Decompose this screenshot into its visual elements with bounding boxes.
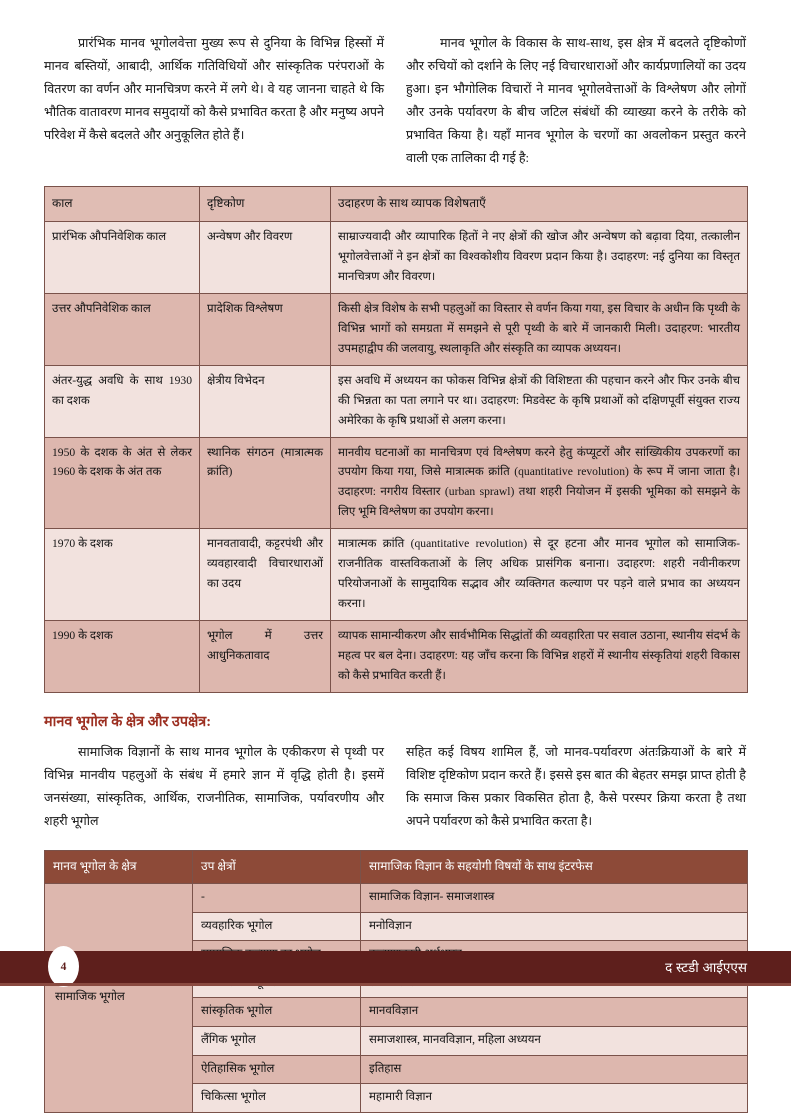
table-header-row: [45, 187, 748, 222]
cell-features: साम्राज्यवादी और व्यापारिक हितों ने नए क्षेत्रों की खोज और अन्वेषण को बढ़ावा दिया, तत्कालीन भूगोलवेत्ताओं ने इन क्षेत्रों का विश्वकोशीय विवरण प्रदान किया है। उदाहरण: नई दुनिया का विस्तृत मानचित्रण और विवरण।: [331, 222, 748, 294]
cell-period: अंतर-युद्ध अवधि के साथ 1930 का दशक: [45, 365, 200, 437]
section-columns: [44, 741, 747, 833]
cell-period: प्रारंभिक औपनिवेशिक काल: [45, 222, 200, 294]
cell-period: 1990 के दशक: [45, 621, 200, 693]
column-header-approach: दृष्टिकोण: [200, 187, 331, 222]
cell-features: इस अवधि में अध्ययन का फोकस विभिन्न क्षेत्रों की विशिष्टता की पहचान करने और फिर उनके बीच की भिन्नता का पता लगाने पर था। उदाहरण: मिडवेस्ट के कृषि प्रथाओं को दक्षिणपूर्वी संयुक्त राज्य अमेरिका के कृषि प्रथाओं से अलग करना।: [331, 365, 748, 437]
intro-left-column: [44, 32, 384, 169]
cell-approach: प्रादेशिक विश्लेषण: [200, 293, 331, 365]
cell-subfield: व्यवहारिक भूगोल: [193, 912, 361, 941]
cell-features: मात्रात्मक क्रांति (quantitative revolution) से दूर हटना और मानव भूगोल को सामाजिक-राजनीतिक वास्तविकताओं के लिए अधिक प्रासंगिक बनाना। उदाहरण: शहरी नवीनीकरण परियोजनाओं के सामुदायिक सद्भाव और व्यक्तिगत कल्याण पर पड़ने वाले प्रभाव का अध्ययन करना।: [331, 529, 748, 621]
phases-table-body: [45, 222, 748, 693]
cell-interface: सामाजिक विज्ञान- समाजशास्त्र: [361, 884, 748, 913]
footer-accent-rule: [0, 983, 791, 986]
table-row: [45, 222, 748, 294]
table-row: [45, 365, 748, 437]
section-left-column: [44, 741, 384, 833]
cell-subfield: -: [193, 884, 361, 913]
column-header-field: मानव भूगोल के क्षेत्र: [45, 851, 193, 884]
column-header-features: उदाहरण के साथ व्यापक विशेषताएँ: [331, 187, 748, 222]
cell-approach: अन्वेषण और विवरण: [200, 222, 331, 294]
page-number-badge: 4: [48, 946, 79, 987]
table-header-row: [45, 851, 748, 884]
cell-features: किसी क्षेत्र विशेष के सभी पहलुओं का विस्तार से वर्णन किया गया, इस विचार के अधीन कि पृथ्वी के विभिन्न भागों को समग्रता में समझने से पूरी पृथ्वी के बारे में जानकारी मिली। उदाहरण: भारतीय उपमहाद्वीप की जलवायु, स्थलाकृति और संस्कृति का व्यापक अध्ययन।: [331, 293, 748, 365]
cell-subfield: चिकित्सा भूगोल: [193, 1084, 361, 1113]
cell-features: व्यापक सामान्यीकरण और सार्वभौमिक सिद्धांतों की व्यवहारिता पर सवाल उठाना, स्थानीय संदर्भ के महत्व पर बल देना। उदाहरण: यह जाँच करना कि विभिन्न शहरों में स्थानीय संस्कृतियां शहरी विकास को कैसे प्रभावित करती हैं।: [331, 621, 748, 693]
fields-table-body: [45, 884, 748, 1112]
table-row: [45, 529, 748, 621]
publisher-brand: द स्टडी आईएएस: [665, 960, 747, 975]
cell-subfield: लैंगिक भूगोल: [193, 1026, 361, 1055]
table-row: [45, 293, 748, 365]
cell-period: उत्तर औपनिवेशिक काल: [45, 293, 200, 365]
intro-paragraph-left: प्रारंभिक मानव भूगोलवेत्ता मुख्य रूप से दुनिया के विभिन्न हिस्सों में मानव बस्तियों, आबादी, आर्थिक गतिविधियों और सांस्कृतिक परंपराओं के वितरण का वर्णन और मानचित्रण करने में लगे थे। वे यह जानना चाहते थे कि भौतिक वातावरण मानव समुदायों को कैसे प्रभावित करता है और मनुष्य अपने परिवेश में कैसे बदलते और अनुकूलित होते हैं।: [44, 36, 384, 142]
section-right-column: [406, 741, 746, 833]
cell-interface: मनोविज्ञान: [361, 912, 748, 941]
cell-features: मानवीय घटनाओं का मानचित्रण एवं विश्लेषण करने हेतु कंप्यूटरों और सांख्यिकीय उपकरणों का उपयोग किया गया, जिसे मात्रात्मक क्रांति (quantitative revolution) के रूप में जाना जाता है। उदाहरण: नगरीय विस्तार (urban sprawl) तथा शहरी नियोजन में इसकी भूमिका को समझने के लिए भूमि विश्लेषण का उपयोग करना।: [331, 437, 748, 529]
cell-subfield: ऐतिहासिक भूगोल: [193, 1055, 361, 1084]
column-header-interface: सामाजिक विज्ञान के सहयोगी विषयों के साथ इंटरफेस: [361, 851, 748, 884]
cell-interface: महामारी विज्ञान: [361, 1084, 748, 1113]
table-row: [45, 621, 748, 693]
cell-approach: भूगोल में उत्तर आधुनिकतावाद: [200, 621, 331, 693]
intro-columns: [44, 32, 747, 169]
cell-interface: समाजशास्त्र, मानवविज्ञान, महिला अध्ययन: [361, 1026, 748, 1055]
cell-period: 1950 के दशक के अंत से लेकर 1960 के दशक के अंत तक: [45, 437, 200, 529]
cell-approach: क्षेत्रीय विभेदन: [200, 365, 331, 437]
column-header-subfield: उप क्षेत्रों: [193, 851, 361, 884]
fields-table-head: [45, 851, 748, 884]
section-paragraph-left: सामाजिक विज्ञानों के साथ मानव भूगोल के एकीकरण से पृथ्वी पर विभिन्न मानवीय पहलुओं के संबंध में हमारे ज्ञान में वृद्धि होती है। इसमें जनसंख्या, सांस्कृतिक, आर्थिक, राजनीतिक, सामाजिक, पर्यावरणीय और शहरी भूगोल: [44, 745, 384, 829]
phases-table-head: [45, 187, 748, 222]
page-footer: [0, 951, 791, 983]
cell-period: 1970 के दशक: [45, 529, 200, 621]
intro-paragraph-right: मानव भूगोल के विकास के साथ-साथ, इस क्षेत्र में बदलते दृष्टिकोणों और रुचियों को दर्शाने के लिए नई विचारधाराओं और कार्यप्रणालियों का उदय हुआ। इन भौगोलिक विचारों ने मानव भूगोलवेत्ताओं के विश्लेषण और लोगों और उनके पर्यावरण के बीच जटिल संबंधों की व्याख्या करने के तरीके को प्रभावित किया है। यहाँ मानव भूगोल के चरणों का अवलोकन प्रस्तुत करने वाली एक तालिका दी गई है:: [406, 36, 746, 165]
section-heading: मानव भूगोल के क्षेत्र और उपक्षेत्र:: [44, 713, 212, 730]
cell-interface: मानवविज्ञान: [361, 998, 748, 1027]
cell-field-group: सामाजिक भूगोल: [45, 884, 193, 1112]
table-row: [45, 884, 748, 913]
intro-right-column: [406, 32, 746, 169]
column-header-period: काल: [45, 187, 200, 222]
table-row: [45, 437, 748, 529]
cell-subfield: सांस्कृतिक भूगोल: [193, 998, 361, 1027]
phases-table: [44, 186, 748, 692]
section-paragraph-right: सहित कई विषय शामिल हैं, जो मानव-पर्यावरण अंतःक्रियाओं के बारे में विशिष्ट दृष्टिकोण प्रदान करते हैं। इससे इस बात की बेहतर समझ प्राप्त होती है कि समाज किस प्रकार विकसित होता है, कैसे परस्पर क्रिया करता है तथा अपने पर्यावरण को कैसे प्रभावित करता है।: [406, 745, 746, 829]
cell-approach: मानवतावादी, कट्टरपंथी और व्यवहारवादी विचारधाराओं का उदय: [200, 529, 331, 621]
cell-interface: इतिहास: [361, 1055, 748, 1084]
cell-approach: स्थानिक संगठन (मात्रात्मक क्रांति): [200, 437, 331, 529]
